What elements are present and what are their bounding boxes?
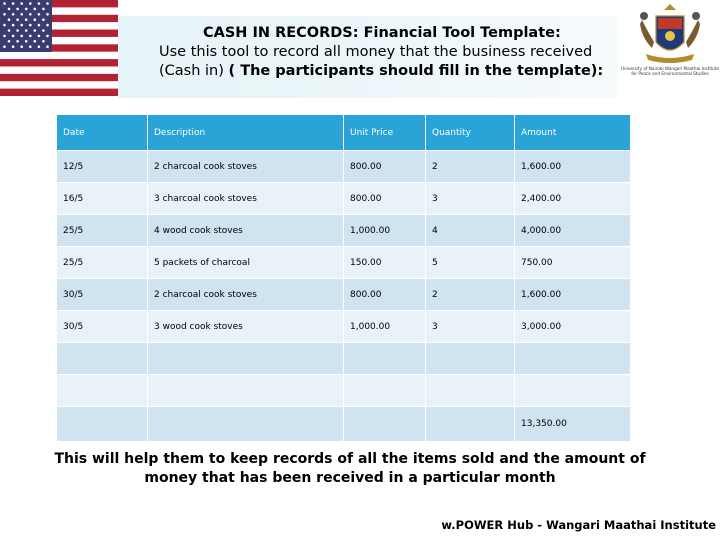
cell-date (57, 343, 148, 375)
footer-note: This will help them to keep records of all the items sold and the amount of money that has been received in a particular month (54, 451, 646, 486)
header-date: Date (57, 115, 148, 151)
cell-date: 25/5 (57, 215, 148, 247)
cell-unit-price (344, 343, 426, 375)
cell-quantity (426, 343, 515, 375)
cell-unit-price: 800.00 (344, 183, 426, 215)
cell-unit-price: 800.00 (344, 279, 426, 311)
cell-quantity: 5 (426, 247, 515, 279)
cell-quantity: 3 (426, 311, 515, 343)
cell-date: 30/5 (57, 311, 148, 343)
title-instructions-plain: Use this tool to record all money that the business received (Cash in) (159, 44, 593, 79)
cell-amount: 750.00 (515, 247, 631, 279)
credit-line: w.POWER Hub - Wangari Maathai Institute (441, 518, 716, 532)
total-amount: 13,350.00 (515, 407, 631, 442)
cash-in-table (56, 114, 631, 442)
cell-quantity: 4 (426, 215, 515, 247)
title-instructions-bold: ( The participants should fill in the template): (228, 63, 604, 79)
cell-description: 4 wood cook stoves (148, 215, 344, 247)
cell-empty (148, 407, 344, 442)
cell-description: 2 charcoal cook stoves (148, 151, 344, 183)
header-quantity: Quantity (426, 115, 515, 151)
cell-description: 3 charcoal cook stoves (148, 183, 344, 215)
cell-date: 12/5 (57, 151, 148, 183)
cell-description: 5 packets of charcoal (148, 247, 344, 279)
header-amount: Amount (515, 115, 631, 151)
cell-empty (426, 407, 515, 442)
cell-empty (515, 375, 631, 407)
cell-description: 2 charcoal cook stoves (148, 279, 344, 311)
cell-quantity: 2 (426, 151, 515, 183)
cell-date: 30/5 (57, 279, 148, 311)
cell-date: 16/5 (57, 183, 148, 215)
cell-unit-price: 1,000.00 (344, 215, 426, 247)
cell-amount: 1,600.00 (515, 151, 631, 183)
page-title (159, 24, 629, 81)
table-header-row (57, 115, 631, 151)
table-row (57, 215, 631, 247)
cell-quantity: 2 (426, 279, 515, 311)
cell-empty (426, 375, 515, 407)
cell-amount (515, 343, 631, 375)
cell-unit-price: 150.00 (344, 247, 426, 279)
cell-empty (57, 375, 148, 407)
cell-amount: 3,000.00 (515, 311, 631, 343)
title-main: CASH IN RECORDS: Financial Tool Template: (203, 25, 561, 41)
table-row (57, 247, 631, 279)
table-row (57, 151, 631, 183)
title-instructions (159, 43, 629, 81)
cell-empty (344, 375, 426, 407)
table-row-empty (57, 375, 631, 407)
cell-description: 3 wood cook stoves (148, 311, 344, 343)
cell-description (148, 343, 344, 375)
us-flag-icon (0, 0, 118, 96)
cell-amount: 1,600.00 (515, 279, 631, 311)
table-row (57, 279, 631, 311)
cell-unit-price: 1,000.00 (344, 311, 426, 343)
table-row (57, 311, 631, 343)
cell-empty (148, 375, 344, 407)
cell-date: 25/5 (57, 247, 148, 279)
table-row (57, 183, 631, 215)
cell-amount: 2,400.00 (515, 183, 631, 215)
cell-empty (344, 407, 426, 442)
cell-amount: 4,000.00 (515, 215, 631, 247)
cell-unit-price: 800.00 (344, 151, 426, 183)
cell-empty (57, 407, 148, 442)
table-total-row (57, 407, 631, 442)
table-row-empty (57, 343, 631, 375)
header-unit-price: Unit Price (344, 115, 426, 151)
header-description: Description (148, 115, 344, 151)
cell-quantity: 3 (426, 183, 515, 215)
seal-caption: University of Nairobi Wangari Maathai Institute for Peace and Environmental Studies (620, 66, 720, 76)
